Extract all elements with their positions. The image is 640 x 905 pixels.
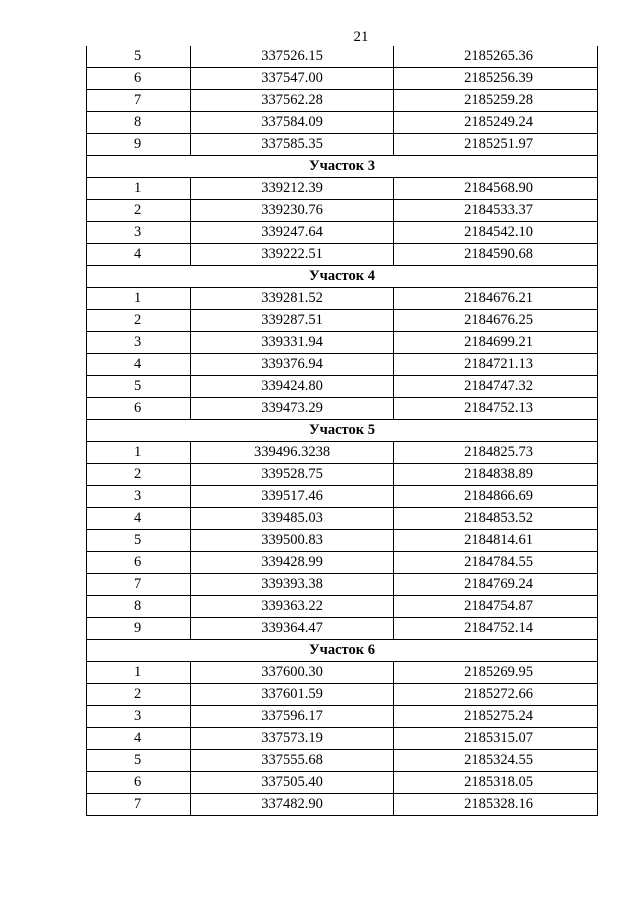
table-row [87,178,598,200]
x-coordinate-cell: 337482.90 [191,794,394,816]
table-row [87,618,598,640]
x-coordinate-cell: 339230.76 [191,200,394,222]
y-coordinate-cell: 2185249.24 [394,112,598,134]
table-row [87,574,598,596]
y-coordinate-cell: 2185259.28 [394,90,598,112]
x-coordinate-cell: 337600.30 [191,662,394,684]
table-row [87,728,598,750]
section-row [87,420,598,442]
section-title: Участок 6 [87,640,598,662]
y-coordinate-cell: 2185318.05 [394,772,598,794]
x-coordinate-cell: 339473.29 [191,398,394,420]
y-coordinate-cell: 2185269.95 [394,662,598,684]
x-coordinate-cell: 339428.99 [191,552,394,574]
table-row [87,112,598,134]
table-row [87,750,598,772]
y-coordinate-cell: 2184676.21 [394,288,598,310]
y-coordinate-cell: 2184542.10 [394,222,598,244]
y-coordinate-cell: 2185256.39 [394,68,598,90]
y-coordinate-cell: 2185324.55 [394,750,598,772]
x-coordinate-cell: 339281.52 [191,288,394,310]
y-coordinate-cell: 2184721.13 [394,354,598,376]
point-number-cell: 1 [87,178,191,200]
point-number-cell: 1 [87,442,191,464]
x-coordinate-cell: 339363.22 [191,596,394,618]
point-number-cell: 4 [87,244,191,266]
y-coordinate-cell: 2185265.36 [394,46,598,68]
table-row [87,68,598,90]
x-coordinate-cell: 339364.47 [191,618,394,640]
table-row [87,354,598,376]
y-coordinate-cell: 2185272.66 [394,684,598,706]
y-coordinate-cell: 2185251.97 [394,134,598,156]
x-coordinate-cell: 337585.35 [191,134,394,156]
y-coordinate-cell: 2185315.07 [394,728,598,750]
y-coordinate-cell: 2184590.68 [394,244,598,266]
point-number-cell: 7 [87,574,191,596]
point-number-cell: 6 [87,772,191,794]
x-coordinate-cell: 339485.03 [191,508,394,530]
section-title: Участок 5 [87,420,598,442]
point-number-cell: 2 [87,310,191,332]
point-number-cell: 7 [87,90,191,112]
x-coordinate-cell: 337526.15 [191,46,394,68]
point-number-cell: 8 [87,596,191,618]
point-number-cell: 1 [87,288,191,310]
table-row [87,684,598,706]
table-row [87,310,598,332]
y-coordinate-cell: 2184568.90 [394,178,598,200]
table-row [87,46,598,68]
section-row [87,266,598,288]
x-coordinate-cell: 339222.51 [191,244,394,266]
table-row [87,596,598,618]
point-number-cell: 4 [87,354,191,376]
x-coordinate-cell: 339496.3238 [191,442,394,464]
table-row [87,552,598,574]
table-row [87,508,598,530]
x-coordinate-cell: 337601.59 [191,684,394,706]
point-number-cell: 9 [87,134,191,156]
y-coordinate-cell: 2185275.24 [394,706,598,728]
x-coordinate-cell: 337584.09 [191,112,394,134]
point-number-cell: 3 [87,222,191,244]
table-row [87,486,598,508]
x-coordinate-cell: 337505.40 [191,772,394,794]
x-coordinate-cell: 337547.00 [191,68,394,90]
x-coordinate-cell: 339247.64 [191,222,394,244]
table-row [87,90,598,112]
point-number-cell: 5 [87,750,191,772]
y-coordinate-cell: 2184838.89 [394,464,598,486]
point-number-cell: 6 [87,398,191,420]
point-number-cell: 3 [87,706,191,728]
y-coordinate-cell: 2185328.16 [394,794,598,816]
x-coordinate-cell: 337596.17 [191,706,394,728]
x-coordinate-cell: 339287.51 [191,310,394,332]
point-number-cell: 5 [87,530,191,552]
point-number-cell: 1 [87,662,191,684]
y-coordinate-cell: 2184752.13 [394,398,598,420]
x-coordinate-cell: 339331.94 [191,332,394,354]
x-coordinate-cell: 339424.80 [191,376,394,398]
x-coordinate-cell: 339393.38 [191,574,394,596]
point-number-cell: 3 [87,486,191,508]
point-number-cell: 4 [87,728,191,750]
x-coordinate-cell: 337562.28 [191,90,394,112]
table-row [87,398,598,420]
point-number-cell: 5 [87,376,191,398]
table-row [87,222,598,244]
table-row [87,530,598,552]
x-coordinate-cell: 339212.39 [191,178,394,200]
y-coordinate-cell: 2184825.73 [394,442,598,464]
table-row [87,244,598,266]
section-title: Участок 4 [87,266,598,288]
y-coordinate-cell: 2184699.21 [394,332,598,354]
page-number: 21 [353,29,369,45]
table-row [87,200,598,222]
x-coordinate-cell: 339500.83 [191,530,394,552]
x-coordinate-cell: 339528.75 [191,464,394,486]
x-coordinate-cell: 339376.94 [191,354,394,376]
point-number-cell: 7 [87,794,191,816]
y-coordinate-cell: 2184533.37 [394,200,598,222]
y-coordinate-cell: 2184754.87 [394,596,598,618]
section-row [87,640,598,662]
y-coordinate-cell: 2184747.32 [394,376,598,398]
y-coordinate-cell: 2184676.25 [394,310,598,332]
table-row [87,772,598,794]
point-number-cell: 4 [87,508,191,530]
coordinates-table-body [87,46,598,816]
y-coordinate-cell: 2184784.55 [394,552,598,574]
point-number-cell: 5 [87,46,191,68]
table-row [87,706,598,728]
y-coordinate-cell: 2184866.69 [394,486,598,508]
y-coordinate-cell: 2184769.24 [394,574,598,596]
y-coordinate-cell: 2184853.52 [394,508,598,530]
y-coordinate-cell: 2184752.14 [394,618,598,640]
table-row [87,464,598,486]
table-row [87,662,598,684]
x-coordinate-cell: 337555.68 [191,750,394,772]
x-coordinate-cell: 337573.19 [191,728,394,750]
point-number-cell: 6 [87,68,191,90]
point-number-cell: 9 [87,618,191,640]
point-number-cell: 2 [87,464,191,486]
table-row [87,332,598,354]
table-row [87,442,598,464]
table-row [87,134,598,156]
table-row [87,376,598,398]
table-row [87,288,598,310]
coordinates-table [86,46,598,816]
x-coordinate-cell: 339517.46 [191,486,394,508]
point-number-cell: 2 [87,684,191,706]
section-row [87,156,598,178]
point-number-cell: 3 [87,332,191,354]
point-number-cell: 8 [87,112,191,134]
point-number-cell: 6 [87,552,191,574]
point-number-cell: 2 [87,200,191,222]
section-title: Участок 3 [87,156,598,178]
y-coordinate-cell: 2184814.61 [394,530,598,552]
table-row [87,794,598,816]
